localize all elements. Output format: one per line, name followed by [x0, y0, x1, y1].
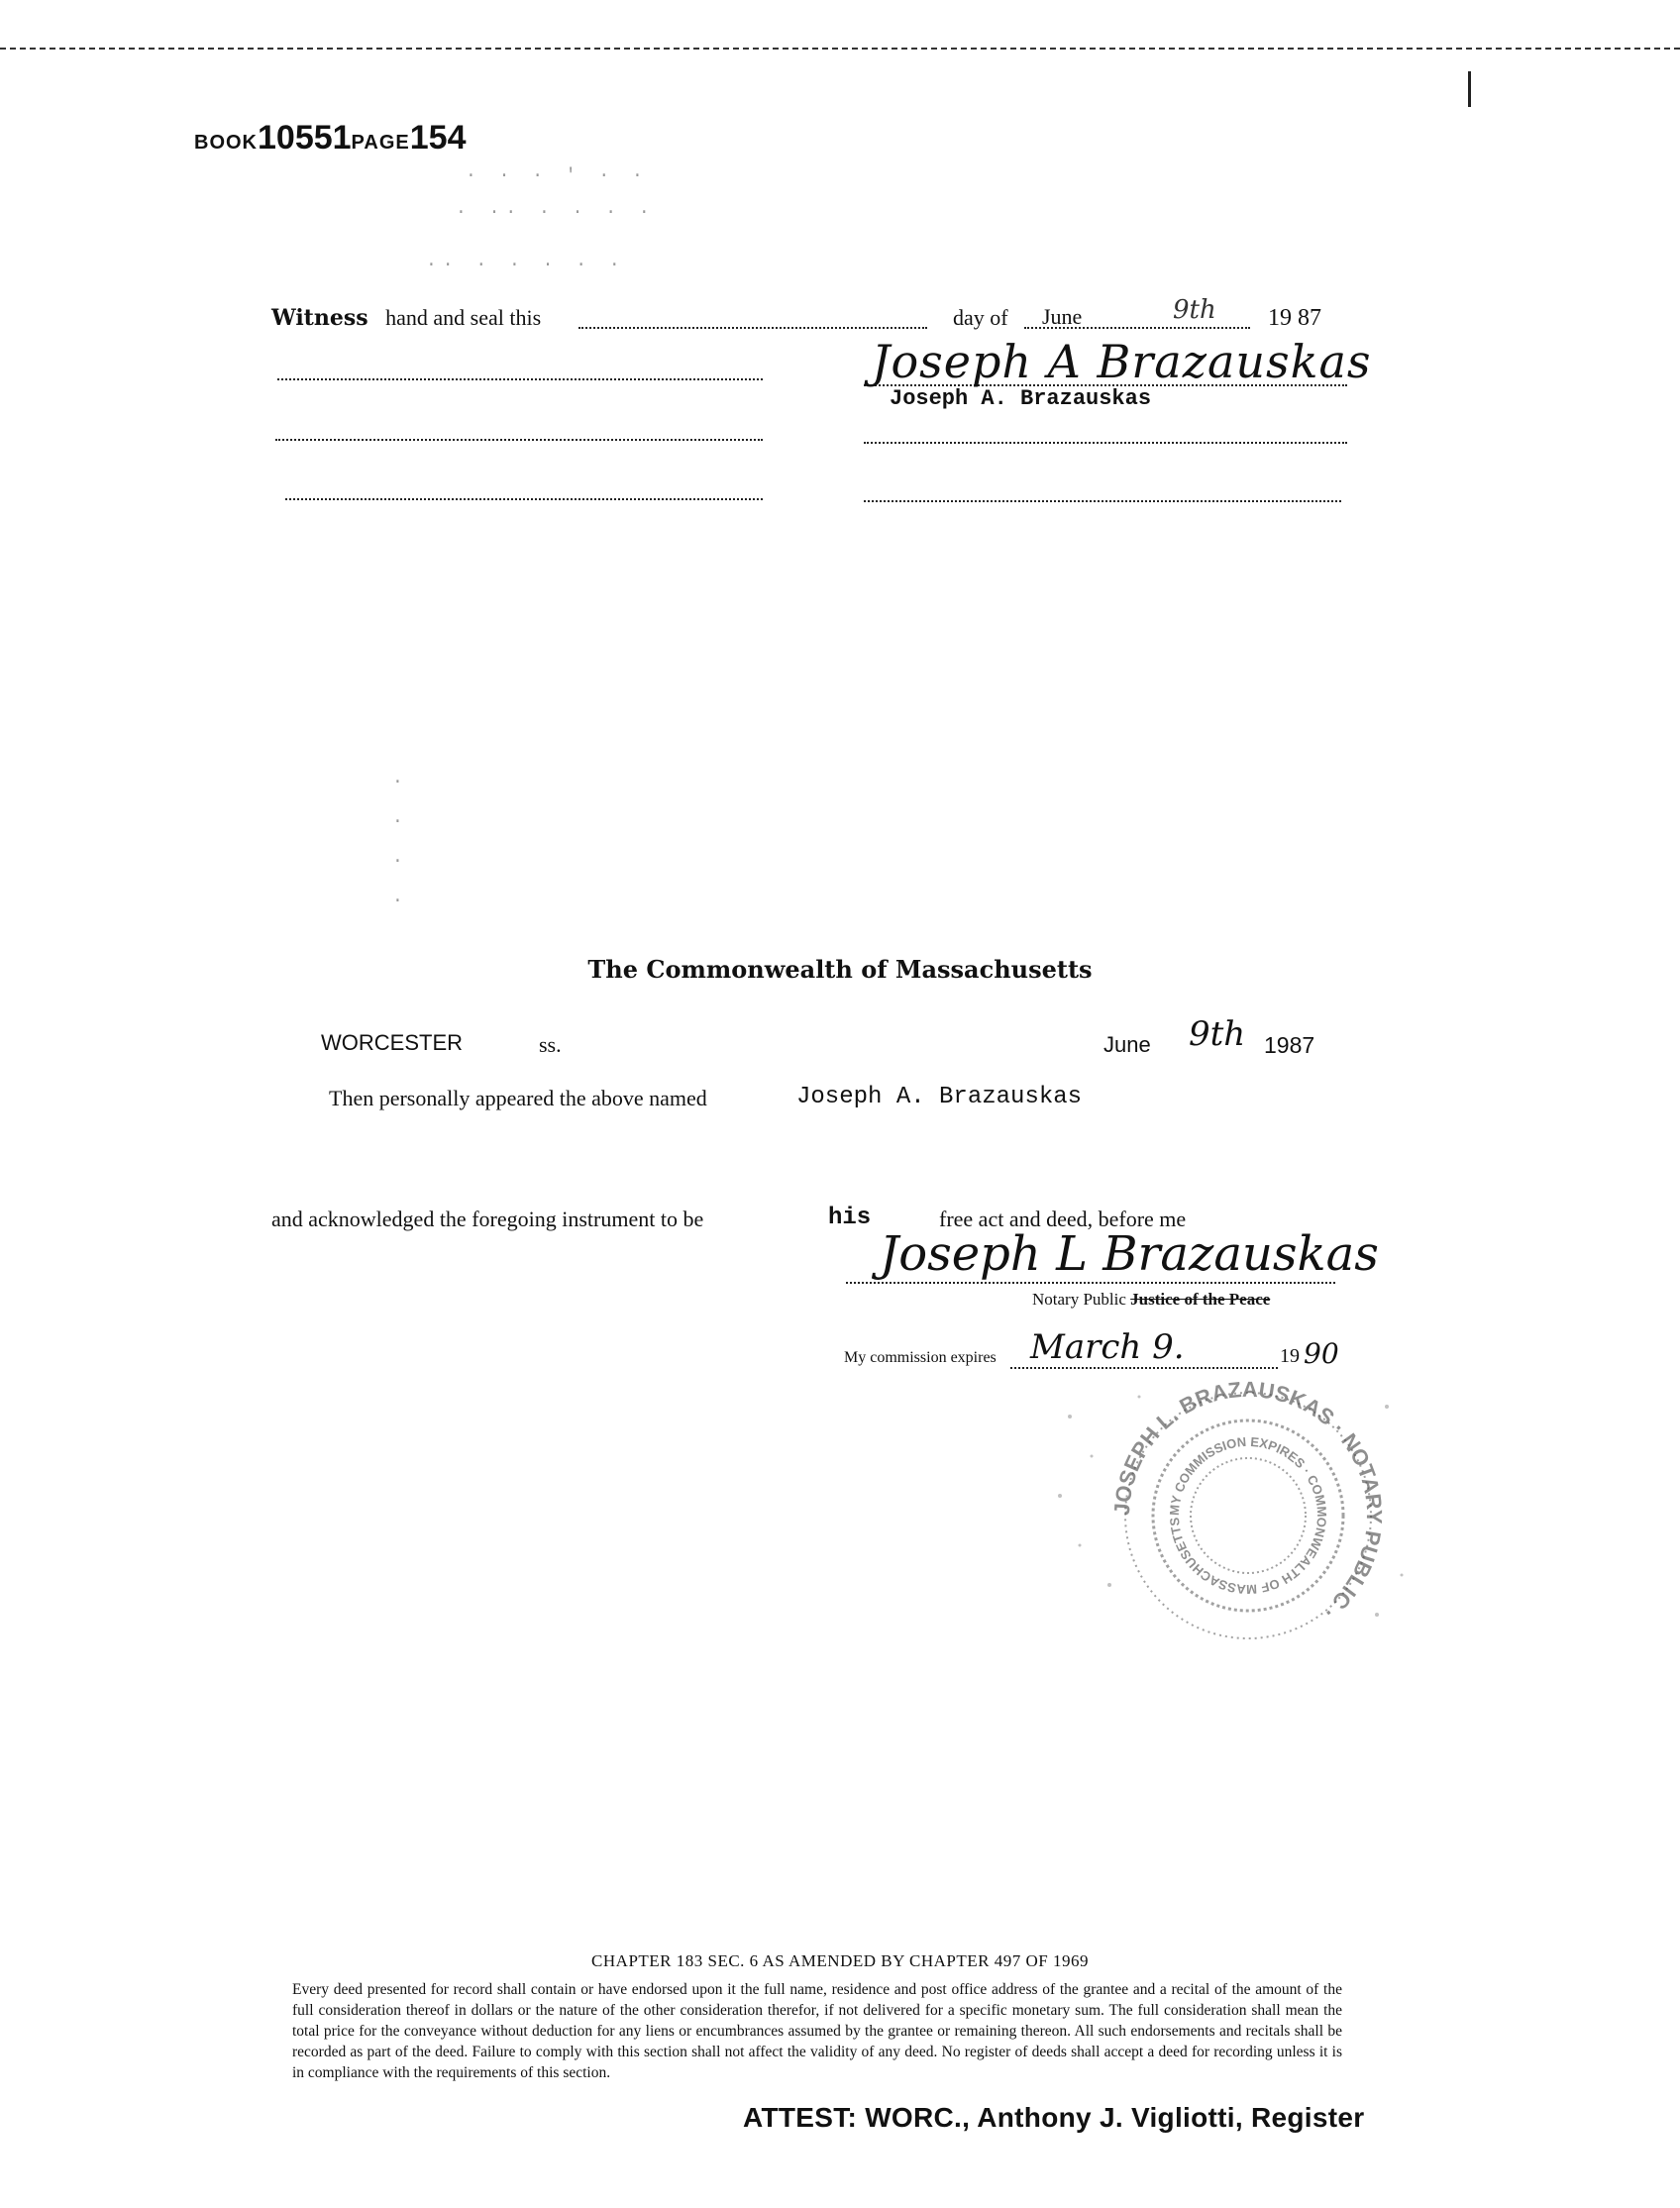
- year-text: [1268, 305, 1321, 332]
- book-page-reference: [194, 119, 466, 158]
- year-prefix: 19: [1268, 305, 1292, 331]
- scan-mark: [1468, 71, 1471, 107]
- statute-title: CHAPTER 183 SEC. 6 AS AMENDED BY CHAPTER 497 OF 1969: [591, 1951, 1089, 1970]
- appeared-name: Joseph A. Brazauskas: [796, 1084, 1083, 1110]
- acknowledged-text: and acknowledged the foregoing instrument to be: [271, 1207, 704, 1231]
- day-of-label: day of: [953, 305, 1008, 330]
- witness-signature-blank-3: [285, 498, 763, 500]
- ack-month: June: [1103, 1032, 1151, 1057]
- free-act-text: free act and deed, before me: [939, 1207, 1187, 1231]
- notary-public-label: Notary Public: [1032, 1290, 1126, 1309]
- grantor-signature: Joseph A Brazauskas: [872, 335, 1372, 388]
- hand-and-seal-text: hand and seal this: [385, 305, 542, 330]
- book-prefix: BOOK: [194, 132, 258, 154]
- faded-stamp-line: · ·· · · · ·: [456, 203, 656, 223]
- witness-signature-blank-2: [275, 439, 763, 441]
- ss-label: ss.: [539, 1032, 562, 1057]
- county-label: WORCESTER: [321, 1030, 463, 1055]
- faded-stamp-line: · · · ' · ·: [466, 166, 649, 186]
- grantor-blank-2: [864, 442, 1347, 444]
- commission-label: My commission expires: [844, 1349, 997, 1366]
- seal-outer-text: JOSEPH L. BRAZAUSKAS · NOTARY PUBLIC ·: [1108, 1377, 1388, 1626]
- scan-specks: · · · ·: [392, 773, 403, 911]
- commission-year-handwritten: 90: [1304, 1337, 1339, 1370]
- faded-stamp-line: ·· · · · · ·: [426, 256, 626, 275]
- page-number: 154: [409, 119, 467, 157]
- attest-stamp: ATTEST: WORC., Anthony J. Vigliotti, Register: [743, 2102, 1365, 2133]
- notary-signature-line: [846, 1282, 1335, 1284]
- witness-label: Witness: [271, 305, 368, 331]
- ack-year: 1987: [1264, 1032, 1315, 1058]
- scan-edge-noise: [0, 40, 1680, 50]
- commonwealth-heading: The Commonwealth of Massachusetts: [587, 955, 1093, 984]
- commission-date-handwritten: March 9.: [1030, 1327, 1185, 1367]
- notary-signature: Joseph L Brazauskas: [880, 1226, 1379, 1282]
- statute-body: Every deed presented for record shall contain or have endorsed upon it the full name, residence and post office address of the grantee and a recital of the amount of the full consideration thereof in dollars or the nature of the other consideration therefor, if not delivered for a specific monetary sum. The full consideration shall mean the total price for the conveyance without deduction for any liens or encumbrances assumed by the grantee or remaining thereon. All such endorsements and recitals shall be recorded as part of the deed. Failure to comply with this section shall not affect the validity of any deed. No register of deeds shall accept a deed for recording unless it is in compliance with the requirements of this section.: [292, 1981, 1342, 2081]
- notary-seal: [1040, 1377, 1417, 1644]
- month-text: June: [1042, 304, 1083, 329]
- witness-line: [271, 305, 541, 331]
- page-prefix: PAGE: [351, 132, 410, 154]
- seal-inner-text: MY COMMISSION EXPIRES · COMMONWEALTH OF MASSACHUSETTS: [1166, 1433, 1330, 1598]
- witness-signature-blank-1: [277, 378, 763, 380]
- appeared-text: Then personally appeared the above named: [329, 1086, 707, 1110]
- grantor-typed-name: Joseph A. Brazauskas: [890, 386, 1152, 411]
- ack-day-handwritten: 9th: [1189, 1014, 1246, 1054]
- book-number: 10551: [258, 119, 352, 157]
- notary-title-line: [1032, 1290, 1270, 1310]
- witness-blank-1: [578, 327, 927, 329]
- commission-blank: [1010, 1367, 1278, 1369]
- pronoun-text: his: [828, 1205, 872, 1231]
- grantor-blank-3: [864, 500, 1341, 502]
- day-handwritten: 9th: [1173, 295, 1216, 325]
- year-suffix: 87: [1298, 305, 1321, 331]
- commission-year-prefix: 19: [1280, 1345, 1300, 1367]
- justice-of-peace-struck: Justice of the Peace: [1130, 1290, 1271, 1309]
